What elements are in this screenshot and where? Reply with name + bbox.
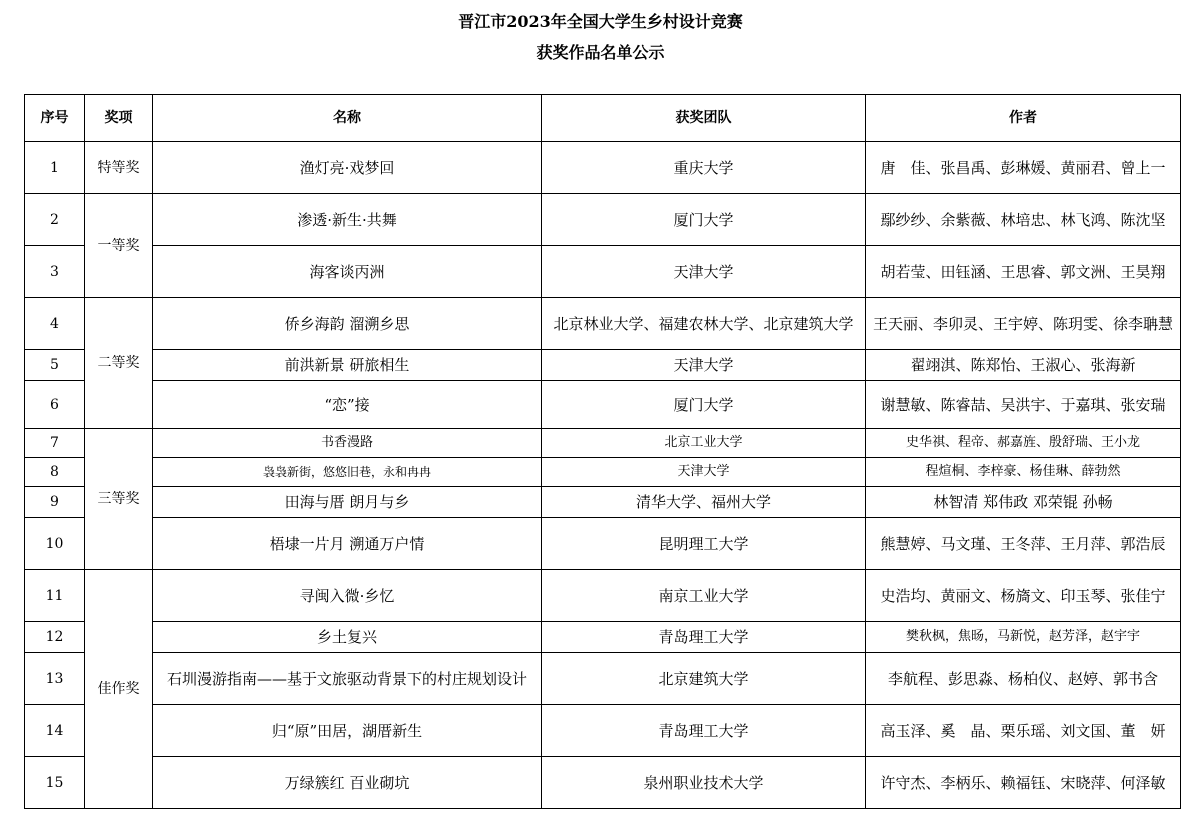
row-no: 2	[25, 194, 85, 246]
table-row	[25, 518, 1181, 570]
team-name: 北京工业大学	[542, 429, 866, 458]
table-row	[25, 298, 1181, 350]
team-name: 天津大学	[542, 350, 866, 381]
award-third: 三等奖	[85, 429, 153, 570]
team-name: 北京林业大学、福建农林大学、北京建筑大学	[542, 298, 866, 350]
authors: 唐 佳、张昌禹、彭琳媛、黄丽君、曾上一	[866, 142, 1181, 194]
work-name: 万绿簇红 百业砌坑	[153, 757, 542, 809]
table-row	[25, 757, 1181, 809]
work-name: 海客谈丙洲	[153, 246, 542, 298]
table-row	[25, 622, 1181, 653]
row-no: 14	[25, 705, 85, 757]
work-name: 寻闽入微·乡忆	[153, 570, 542, 622]
team-name: 泉州职业技术大学	[542, 757, 866, 809]
work-name: 乡土复兴	[153, 622, 542, 653]
team-name: 厦门大学	[542, 381, 866, 429]
team-name: 重庆大学	[542, 142, 866, 194]
work-name: 归“原”田居，湖厝新生	[153, 705, 542, 757]
table-row	[25, 653, 1181, 705]
team-name: 青岛理工大学	[542, 705, 866, 757]
header-award: 奖项	[85, 95, 153, 142]
authors: 谢慧敏、陈睿喆、吴洪宇、于嘉琪、张安瑞	[866, 381, 1181, 429]
team-name: 青岛理工大学	[542, 622, 866, 653]
work-name: 石圳漫游指南——基于文旅驱动背景下的村庄规划设计	[153, 653, 542, 705]
authors: 樊秋枫，焦旸，马新悦，赵芳泽，赵宇宇	[866, 622, 1181, 653]
work-name: 书香漫路	[153, 429, 542, 458]
authors: 许守杰、李柄乐、赖福钰、宋晓萍、何泽敏	[866, 757, 1181, 809]
work-name: 渗透·新生·共舞	[153, 194, 542, 246]
row-no: 11	[25, 570, 85, 622]
table-row	[25, 458, 1181, 487]
team-name: 清华大学、福州大学	[542, 487, 866, 518]
authors: 胡若莹、田钰涵、王思睿、郭文洲、王昊翔	[866, 246, 1181, 298]
work-name: 田海与厝 朗月与乡	[153, 487, 542, 518]
header-no: 序号	[25, 95, 85, 142]
team-name: 南京工业大学	[542, 570, 866, 622]
row-no: 3	[25, 246, 85, 298]
header-team: 获奖团队	[542, 95, 866, 142]
table-row	[25, 194, 1181, 246]
authors: 王天丽、李卯灵、王宇婷、陈玥雯、徐李聃慧	[866, 298, 1181, 350]
authors: 高玉泽、奚 晶、栗乐瑶、刘文国、董 妍	[866, 705, 1181, 757]
page-title: 晋江市2023年全国大学生乡村设计竞赛	[458, 12, 743, 31]
row-no: 9	[25, 487, 85, 518]
table-header-row	[25, 95, 1181, 142]
table-row	[25, 487, 1181, 518]
work-name: “恋”接	[153, 381, 542, 429]
page-subtitle: 获奖作品名单公示	[536, 43, 665, 62]
table-row	[25, 142, 1181, 194]
row-no: 13	[25, 653, 85, 705]
header-name: 名称	[153, 95, 542, 142]
authors: 鄢纱纱、余紫薇、林培忠、林飞鸿、陈沈坚	[866, 194, 1181, 246]
row-no: 5	[25, 350, 85, 381]
authors: 程煊桐、李梓豪、杨佳琳、薛勃然	[866, 458, 1181, 487]
authors: 翟翊淇、陈郑怡、王淑心、张海新	[866, 350, 1181, 381]
work-name: 梧埭一片月 溯通万户情	[153, 518, 542, 570]
row-no: 4	[25, 298, 85, 350]
authors: 李航程、彭思淼、杨柏仪、赵婷、郭书含	[866, 653, 1181, 705]
award-first: 一等奖	[85, 194, 153, 298]
row-no: 8	[25, 458, 85, 487]
award-special: 特等奖	[85, 142, 153, 194]
work-name: 渔灯亮·戏梦回	[153, 142, 542, 194]
award-excellent: 佳作奖	[85, 570, 153, 809]
header-authors: 作者	[866, 95, 1181, 142]
authors: 史华祺、程帝、郝嘉旌、殷舒瑞、王小龙	[866, 429, 1181, 458]
row-no: 12	[25, 622, 85, 653]
table-row	[25, 705, 1181, 757]
team-name: 昆明理工大学	[542, 518, 866, 570]
authors: 史浩均、黄丽文、杨旖文、印玉琴、张佳宁	[866, 570, 1181, 622]
authors: 林智清 郑伟政 邓荣锟 孙畅	[866, 487, 1181, 518]
team-name: 北京建筑大学	[542, 653, 866, 705]
table-row	[25, 381, 1181, 429]
row-no: 6	[25, 381, 85, 429]
row-no: 10	[25, 518, 85, 570]
row-no: 7	[25, 429, 85, 458]
row-no: 1	[25, 142, 85, 194]
team-name: 天津大学	[542, 458, 866, 487]
table-row	[25, 350, 1181, 381]
work-name: 侨乡海韵 溜溯乡思	[153, 298, 542, 350]
work-name: 前洪新景 研旅相生	[153, 350, 542, 381]
work-name: 袅袅新街，悠悠旧巷，永和冉冉	[153, 458, 542, 487]
table-row	[25, 429, 1181, 458]
team-name: 厦门大学	[542, 194, 866, 246]
awards-table	[24, 94, 1181, 809]
award-second: 二等奖	[85, 298, 153, 429]
authors: 熊慧婷、马文瑾、王冬萍、王月萍、郭浩辰	[866, 518, 1181, 570]
row-no: 15	[25, 757, 85, 809]
table-row	[25, 570, 1181, 622]
table-row	[25, 246, 1181, 298]
team-name: 天津大学	[542, 246, 866, 298]
